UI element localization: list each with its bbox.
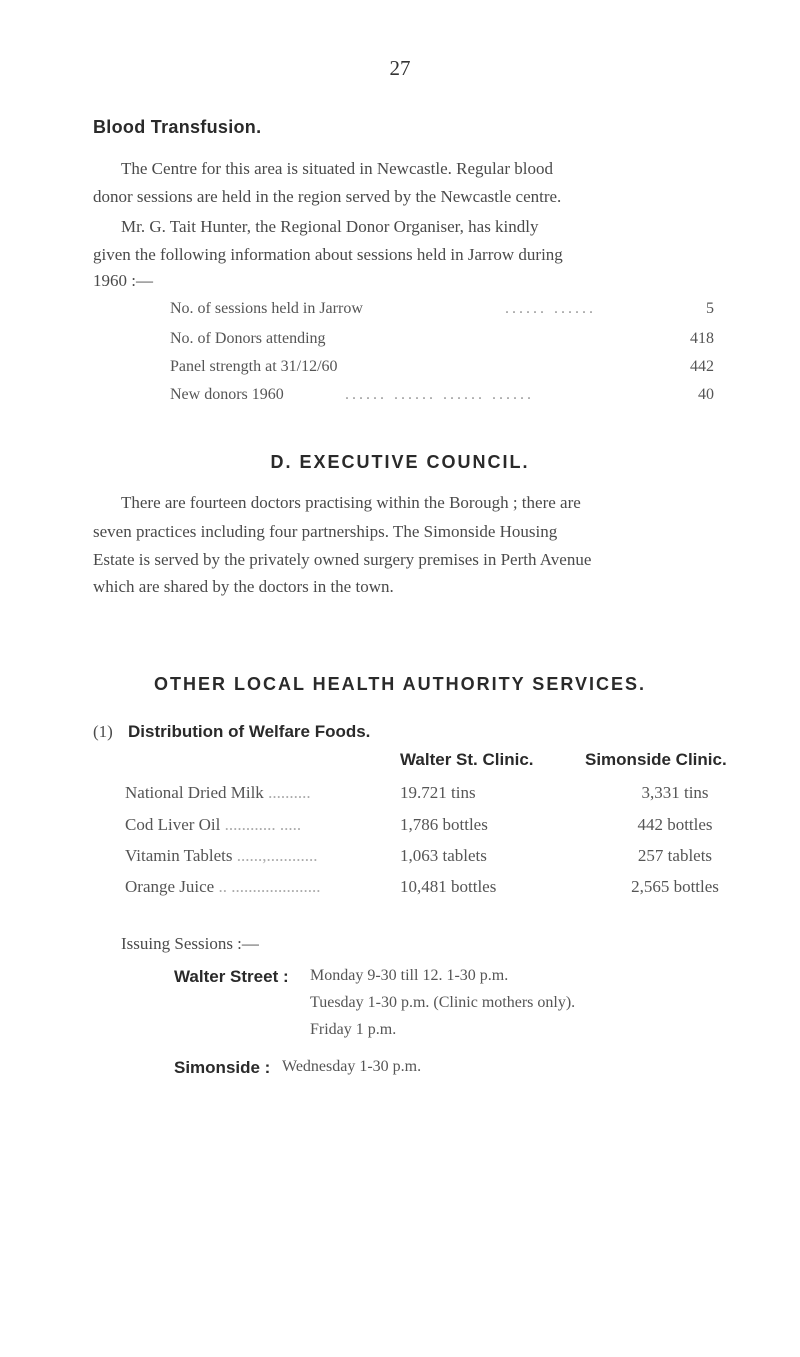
walter-st-clinic-header: Walter St. Clinic. (400, 750, 534, 769)
blood-transfusion-heading: Blood Transfusion. (93, 117, 262, 137)
leader-dots: .. ..................... (218, 877, 321, 896)
stat-dots: ...... ...... ...... ...... (345, 386, 534, 403)
blood-para1-line1: The Centre for this area is situated in Newcastle. Regular blood (121, 159, 553, 178)
simonside-session-line1: Wednesday 1-30 p.m. (282, 1058, 422, 1075)
leader-dots: ......,............ (236, 846, 318, 865)
table-row-label: Orange Juice .. ..................... (125, 877, 321, 896)
welfare-foods-heading: Distribution of Welfare Foods. (128, 722, 371, 741)
simonside-value: 442 bottles (637, 815, 713, 834)
blood-para2-line1: Mr. G. Tait Hunter, the Regional Donor Organiser, has kindly (121, 217, 539, 236)
table-row-label: National Dried Milk .......... (125, 783, 311, 802)
leader-dots: .......... (268, 783, 311, 802)
executive-line1: There are fourteen doctors practising within the Borough ; there are (121, 493, 581, 512)
walter-street-label: Walter Street : (174, 967, 289, 986)
stat-label: New donors 1960 (170, 386, 284, 403)
simonside-label: Simonside : (174, 1058, 271, 1077)
stat-value: 442 (690, 358, 714, 375)
issuing-sessions-heading: Issuing Sessions :— (121, 934, 259, 953)
executive-line2: seven practices including four partnerships. The Simonside Housing (93, 522, 558, 541)
stat-label: No. of sessions held in Jarrow (170, 300, 363, 317)
table-row-label: Vitamin Tablets ......,............ (125, 846, 318, 865)
walter-value: 10,481 bottles (400, 877, 497, 896)
simonside-value: 2,565 bottles (631, 877, 719, 896)
stat-dots: ...... ...... (505, 300, 596, 317)
simonside-value: 3,331 tins (641, 783, 709, 802)
walter-value: 19.721 tins (400, 783, 476, 802)
simonside-clinic-header: Simonside Clinic. (585, 750, 727, 769)
table-row-label: Cod Liver Oil ............ ..... (125, 815, 302, 834)
walter-value: 1,786 bottles (400, 815, 488, 834)
blood-para2-line3: 1960 :— (93, 271, 153, 290)
executive-council-heading: D. EXECUTIVE COUNCIL. (270, 452, 530, 472)
blood-para1-line2: donor sessions are held in the region served by the Newcastle centre. (93, 187, 562, 206)
stat-label: Panel strength at 31/12/60 (170, 358, 338, 375)
simonside-value: 257 tablets (637, 846, 713, 865)
stat-value: 418 (690, 330, 714, 347)
executive-line4: which are shared by the doctors in the town. (93, 577, 394, 596)
walter-session-line2: Tuesday 1-30 p.m. (Clinic mothers only). (310, 994, 576, 1011)
walter-value: 1,063 tablets (400, 846, 487, 865)
blood-para2-line2: given the following information about sessions held in Jarrow during (93, 245, 563, 264)
stat-value: 5 (706, 300, 714, 317)
walter-session-line3: Friday 1 p.m. (310, 1021, 397, 1038)
stat-value: 40 (698, 386, 714, 403)
page-number: 27 (389, 56, 411, 80)
walter-session-line1: Monday 9-30 till 12. 1-30 p.m. (310, 967, 509, 984)
stat-label: No. of Donors attending (170, 330, 326, 347)
sub-number: (1) (93, 722, 113, 741)
leader-dots: ............ ..... (224, 815, 302, 834)
executive-line3: Estate is served by the privately owned surgery premises in Perth Avenue (93, 550, 592, 569)
other-services-heading: OTHER LOCAL HEALTH AUTHORITY SERVICES. (153, 674, 647, 694)
